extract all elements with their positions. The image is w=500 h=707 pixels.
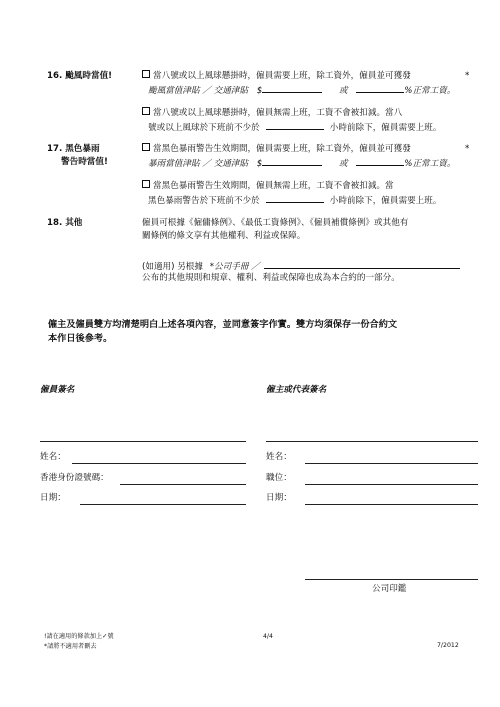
s17-option1-line1 — [142, 143, 411, 155]
page-number: 4/4 — [263, 633, 273, 640]
employer-name-label: 姓名： — [266, 452, 292, 462]
employee-name-field[interactable] — [72, 463, 246, 464]
s16-option2-text: 當八號或以上風球懸掛時，僱員無需上班，工資不會被扣減。當八 — [153, 108, 403, 118]
s17-option1-line2 — [148, 156, 455, 170]
s17-allowance-label: 暴雨當值津貼 ／ 交通津貼 — [148, 159, 248, 169]
handbook-label: *公司手冊 ／ — [209, 262, 260, 272]
s18-paragraph-line1: 僱員可根據《僱傭條例》、《最低工資條例》、《僱員補償條例》或其他有 — [142, 218, 409, 228]
s18-paragraph-line2: 關條例的條文享有其他權利、利益或保障。 — [142, 231, 306, 241]
hours-blank[interactable] — [266, 120, 324, 130]
employer-name-field[interactable] — [305, 463, 478, 464]
employee-date-field[interactable] — [80, 504, 246, 505]
s16-allowance-label: 颱風當值津貼 ／ 交通津貼 — [148, 86, 248, 96]
agreement-line1: 僱主及僱員雙方均清楚明白上述各項內容，並同意簽字作實。雙方均須保存一份合約文 — [48, 319, 398, 330]
employee-id-label: 香港身份證號碼： — [40, 473, 109, 483]
percent-blank[interactable] — [356, 156, 404, 166]
employer-title-field[interactable] — [305, 484, 478, 485]
company-chop-line[interactable] — [305, 579, 478, 580]
footer-note-delete: *請將不適用者刪去 — [44, 643, 97, 650]
employer-signature-line[interactable] — [266, 441, 478, 442]
employee-signature-line[interactable] — [40, 441, 246, 442]
employee-date-label: 日期： — [40, 493, 66, 503]
section-17-heading-line2: 警告時當值! — [61, 157, 108, 167]
handbook-blank[interactable] — [264, 259, 460, 269]
s16-option2-line1 — [142, 107, 402, 119]
checkbox[interactable] — [142, 143, 150, 151]
s16-option1-line2 — [148, 83, 455, 97]
percent-label: %正常工資。 — [404, 159, 456, 169]
applicable-label: (如適用) 另根據 — [142, 262, 203, 272]
version-date: 7/2012 — [437, 642, 459, 649]
section-18-heading: 18. 其他 — [47, 218, 83, 228]
asterisk: * — [465, 71, 470, 81]
s18-paragraph2-line2: 公布的其他規則和規章、權利、利益或保障也成為本合約的一部分。 — [142, 273, 400, 283]
employer-date-field[interactable] — [305, 504, 478, 505]
checkbox[interactable] — [142, 70, 150, 78]
s16-hours-suffix: 小時前除下，僱員需要上班。 — [329, 123, 442, 133]
s16-option2-line2 — [148, 120, 441, 134]
employee-id-field[interactable] — [120, 484, 246, 485]
section-17-heading: 17. 黑色暴雨 — [47, 144, 100, 154]
hours-blank[interactable] — [266, 193, 324, 203]
amount-blank[interactable] — [262, 156, 322, 166]
s16-option1-line1 — [142, 70, 411, 82]
s18-applicable-line — [142, 259, 460, 273]
employee-signature-label: 僱員簽名 — [40, 385, 75, 395]
percent-blank[interactable] — [356, 83, 404, 93]
section-16-heading: 16. 颱風時當值! — [47, 71, 113, 81]
s16-hours-label: 號或以上風球於下班前不少於 — [148, 123, 260, 133]
s17-hours-label: 黑色暴雨警告於下班前不少於 — [148, 196, 260, 206]
footer-note-checkmark: !請在適用的條款加上✓號 — [44, 633, 114, 640]
or-label: 或 — [338, 86, 348, 96]
employee-name-label: 姓名： — [40, 452, 66, 462]
dollar-sign: $ — [256, 86, 263, 96]
checkbox[interactable] — [142, 180, 150, 188]
s16-option1-text: 當八號或以上風球懸掛時，僱員需要上班，除工資外，僱員並可獲發 — [153, 71, 411, 81]
s17-option1-text: 當黑色暴雨警告生效期間，僱員需要上班，除工資外，僱員並可獲發 — [153, 144, 411, 154]
dollar-sign: $ — [256, 159, 263, 169]
percent-label: %正常工資。 — [404, 86, 456, 96]
checkbox[interactable] — [142, 107, 150, 115]
s17-option2-line2 — [148, 193, 441, 207]
employer-title-label: 職位： — [266, 473, 292, 483]
agreement-line2: 本作日後參考。 — [48, 333, 113, 344]
s17-option2-text: 當黑色暴雨警告生效期間，僱員無需上班，工資不會被扣減。當 — [153, 181, 394, 191]
s17-option2-line1 — [142, 180, 394, 192]
asterisk: * — [465, 144, 470, 154]
s17-hours-suffix: 小時前除下，僱員需要上班。 — [329, 196, 442, 206]
or-label: 或 — [338, 159, 348, 169]
amount-blank[interactable] — [262, 83, 322, 93]
company-chop-label: 公司印鑑 — [372, 584, 407, 594]
employer-signature-label: 僱主或代表簽名 — [266, 385, 327, 395]
employer-date-label: 日期： — [266, 493, 292, 503]
